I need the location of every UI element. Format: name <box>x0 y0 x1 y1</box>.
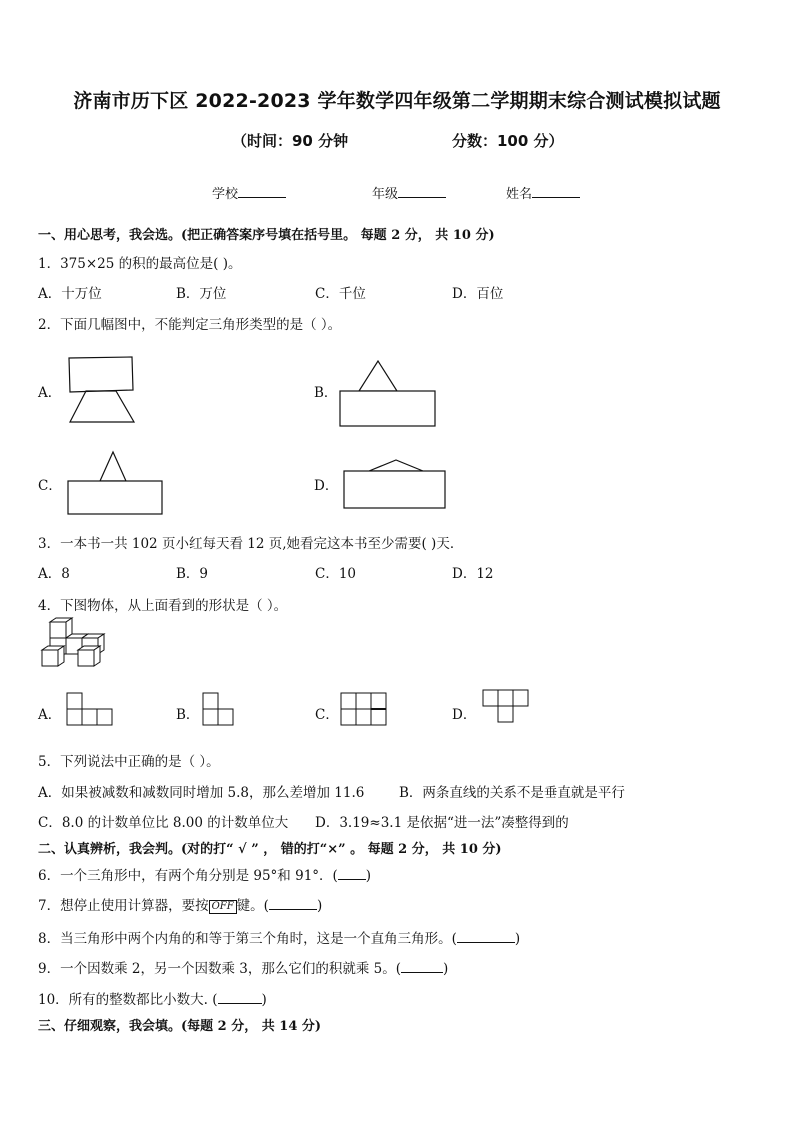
exam-title: 济南市历下区 2022-2023 学年数学四年级第二学期期末综合测试模拟试题 <box>73 90 721 112</box>
q2-option-b: B． <box>314 385 338 401</box>
q3-option-a: A．8 <box>38 566 70 582</box>
q10-answer-blank <box>218 991 262 1004</box>
q10-paren-close: ) <box>261 992 267 1008</box>
q1-option-c: C．千位 <box>315 286 366 302</box>
q5-option-a: A．如果被减数和减数同时增加 5.8，那么差增加 11.6 <box>38 785 365 801</box>
question-1: 1．375×25 的积的最高位是( )。 <box>38 256 242 272</box>
grade-label: 年级 <box>372 187 399 202</box>
school-label: 学校 <box>212 187 239 202</box>
q2-option-a: A． <box>38 385 62 401</box>
section-1-title: 一、用心思考，我会选。(把正确答案序号填在括号里。 每题 2 分， 共 10 分) <box>38 228 495 243</box>
section-2-title: 二、认真辨析，我会判。(对的打“ √ ” ， 错的打“×” 。 每题 2 分， 共 10 分) <box>38 842 502 857</box>
q3-option-b: B．9 <box>176 566 209 582</box>
question-5: 5．下列说法中正确的是（ ）。 <box>38 754 220 770</box>
question-4: 4．下图物体，从上面看到的形状是（ ）。 <box>38 598 288 614</box>
q5-option-b: B．两条直线的关系不是垂直就是平行 <box>399 785 625 801</box>
q8-text: 8．当三角形中两个内角的和等于第三个角时，这是一个直角三角形。( <box>38 931 457 947</box>
question-7 <box>38 894 322 914</box>
q5-option-d: D．3.19≈3.1 是依据“进一法”凑整得到的 <box>315 815 569 831</box>
question-6 <box>38 864 371 884</box>
q7-answer-blank <box>269 897 317 910</box>
q6-text: 6．一个三角形中，有两个角分别是 95°和 91°．( <box>38 868 338 884</box>
q9-text: 9．一个因数乘 2，另一个因数乘 3，那么它们的积就乘 5。( <box>38 961 401 977</box>
q1-option-d: D．百位 <box>452 286 504 302</box>
question-9 <box>38 957 448 977</box>
question-10 <box>38 988 267 1008</box>
question-8 <box>38 927 520 947</box>
exam-score: 分数：100 分） <box>452 132 564 150</box>
q2-figure-a <box>66 355 138 427</box>
q10-text: 10．所有的整数都比小数大. ( <box>38 992 218 1008</box>
q4-option-a: A． <box>38 707 62 723</box>
name-blank <box>532 185 580 198</box>
q6-answer-blank <box>338 867 366 880</box>
grade-blank <box>398 185 446 198</box>
q7-text-post: 键。( <box>236 898 269 914</box>
question-3: 3．一本书一共 102 页小红每天看 12 页,她看完这本书至少需要( )天． <box>38 536 464 552</box>
q4-option-d: D． <box>452 707 477 723</box>
q2-option-d: D． <box>314 478 339 494</box>
q5-option-c: C．8.0 的计数单位比 8.00 的计数单位大 <box>38 815 289 831</box>
q9-paren-close: ) <box>443 961 449 977</box>
q2-figure-b <box>338 360 438 428</box>
q9-answer-blank <box>401 960 443 973</box>
school-blank <box>238 185 286 198</box>
q4-figure-d <box>481 689 531 729</box>
q4-figure-a <box>66 692 114 728</box>
off-key-icon: OFF <box>209 900 237 914</box>
q7-paren-close: ) <box>316 898 323 914</box>
q1-option-a: A．十万位 <box>38 286 102 302</box>
section-3-title: 三、仔细观察，我会填。(每题 2 分， 共 14 分) <box>38 1019 322 1034</box>
q4-figure-c <box>340 692 388 728</box>
grade-field <box>372 183 446 202</box>
q3-option-c: C．10 <box>315 566 357 582</box>
q4-option-c: C． <box>315 707 339 723</box>
name-field <box>506 183 580 202</box>
q3-option-d: D．12 <box>452 566 494 582</box>
q1-option-b: B．万位 <box>176 286 227 302</box>
q4-figure-b <box>202 692 236 728</box>
name-label: 姓名 <box>506 187 533 202</box>
exam-time: （时间：90 分钟 <box>232 132 349 150</box>
q4-option-b: B． <box>176 707 200 723</box>
question-2: 2．下面几幅图中，不能判定三角形类型的是（ ）。 <box>38 317 342 333</box>
school-field <box>212 183 286 202</box>
q4-cube-stack-figure <box>38 620 110 674</box>
q2-figure-d <box>341 459 447 511</box>
q2-figure-c <box>66 450 164 516</box>
q8-answer-blank <box>457 930 515 943</box>
q7-text: 7．想停止使用计算器，要按 <box>38 898 209 914</box>
q6-paren-close: ) <box>365 868 372 884</box>
q8-paren-close: ) <box>514 931 521 947</box>
q2-option-c: C． <box>38 478 62 494</box>
